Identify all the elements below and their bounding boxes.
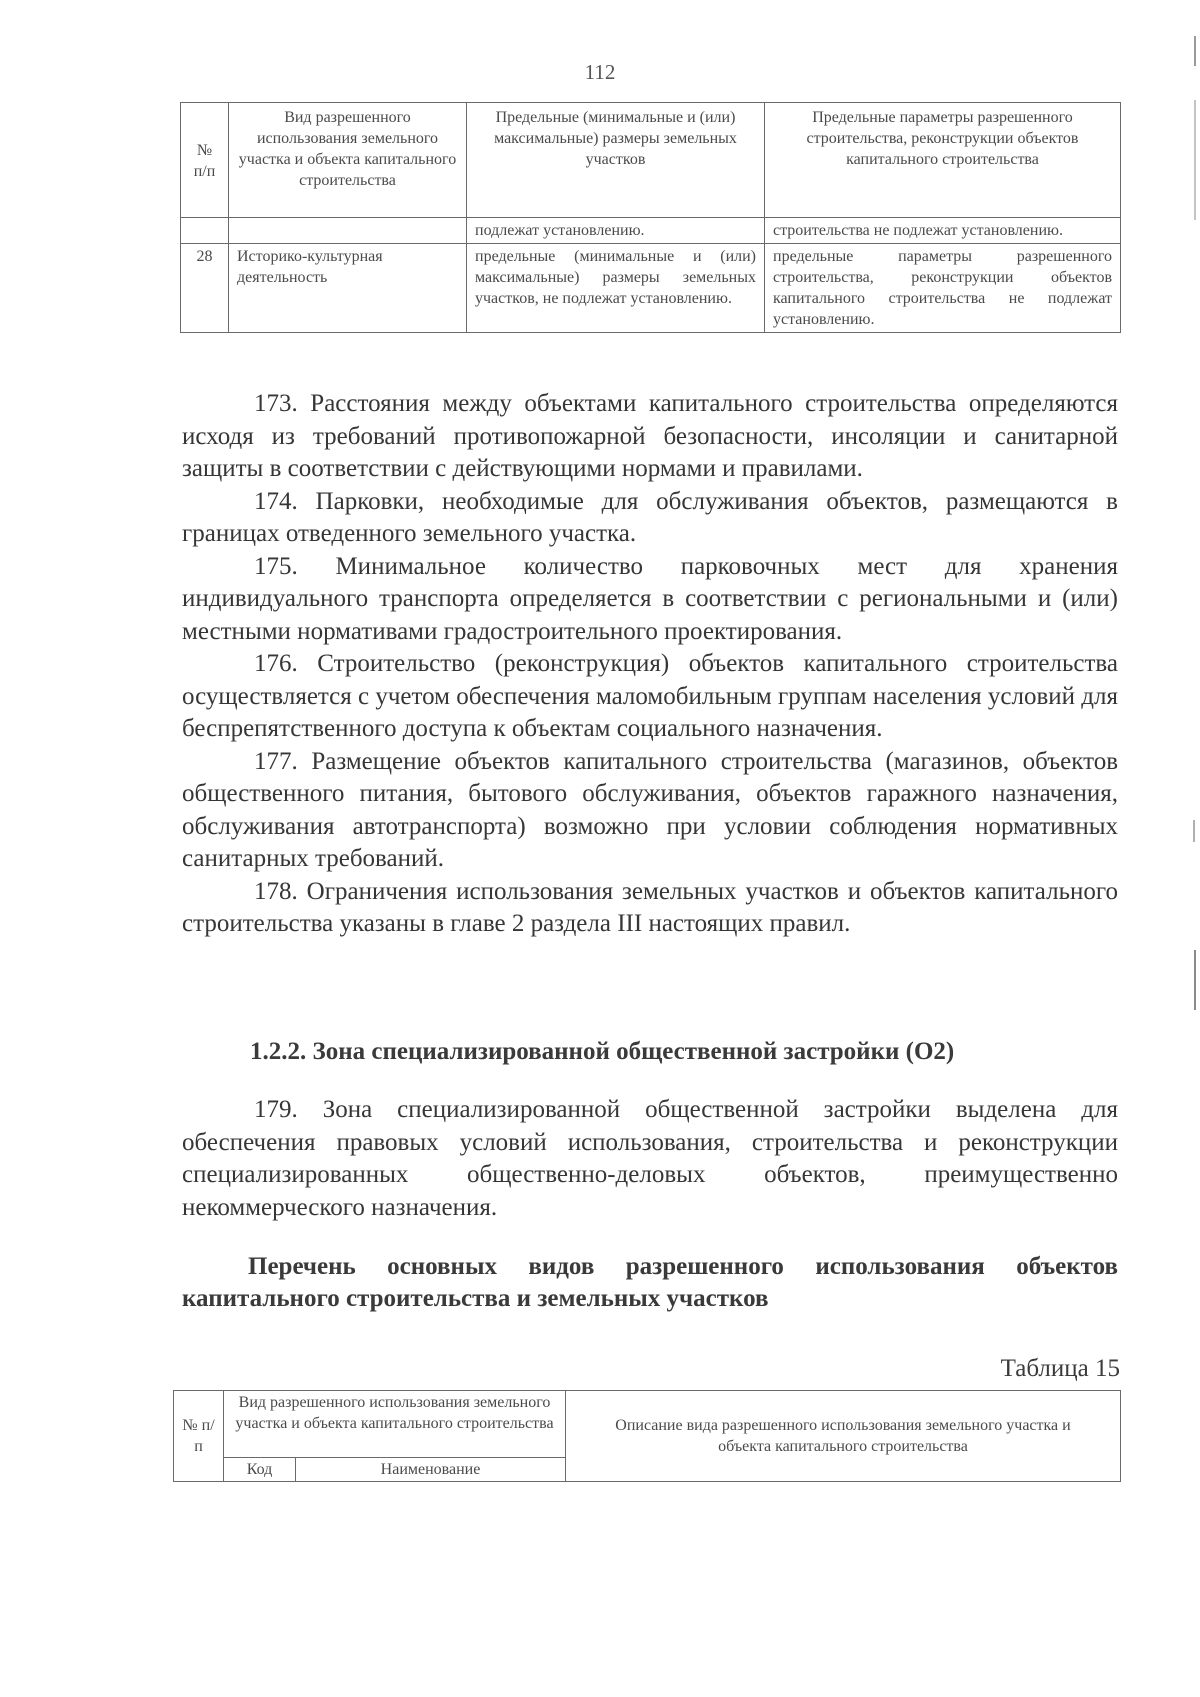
header-type: Вид разрешенного использования земельного участка и объекта капитального строительства — [229, 103, 467, 218]
table15-header-name: Наименование — [296, 1458, 566, 1482]
table-row — [181, 218, 1121, 244]
header-num: № п/п — [181, 103, 229, 218]
body-text-lower — [182, 1094, 1118, 1224]
permitted-use-table-continued — [180, 102, 1121, 333]
list-heading: Перечень основных видов разрешенного использования объектов капитального строительства и земельных участков — [182, 1253, 1118, 1312]
page-number: 112 — [584, 60, 616, 84]
scan-edge-mark — [1194, 950, 1196, 1010]
paragraph-177: 177. Размещение объектов капитального строительства (магазинов, объектов общественного питания, бытового обслуживания, объектов гаражного назначения, обслуживания автотранспорта) возможно при условии соблюдения нормативных санитарных требований. — [182, 747, 1118, 872]
paragraph-174: 174. Парковки, необходимые для обслуживания объектов, размещаются в границах отведенного земельного участка. — [182, 487, 1118, 547]
table-15 — [173, 1390, 1121, 1482]
body-text-upper — [182, 388, 1118, 941]
paragraph-173: 173. Расстояния между объектами капитального строительства определяются исходя из требований противопожарной безопасности, инсоляции и санитарной защиты в соответствии с действующими нормами и правилами. — [182, 390, 1118, 482]
header-params: Предельные параметры разрешенного строительства, реконструкции объектов капитального строительства — [765, 103, 1121, 218]
row-num: 28 — [181, 244, 229, 333]
row-type: Историко-культурная деятельность — [229, 244, 467, 333]
paragraph-179: 179. Зона специализированной общественной застройки выделена для обеспечения правовых условий использования, строительства и реконструкции специализированных общественно-деловых объектов, преимущественно некоммерческого назначения. — [182, 1096, 1118, 1221]
row-type — [229, 218, 467, 244]
table-row — [181, 244, 1121, 333]
header-size: Предельные (минимальные и (или) максимальные) размеры земельных участков — [467, 103, 765, 218]
table15-header-code: Код — [224, 1458, 296, 1482]
row-params: предельные параметры разрешенного строительства, реконструкции объектов капитального строительства не подлежат установлению. — [765, 244, 1121, 333]
scan-edge-mark — [1194, 100, 1196, 220]
row-num — [181, 218, 229, 244]
row-size: подлежат установлению. — [467, 218, 765, 244]
table-header-row — [181, 103, 1121, 218]
paragraph-175: 175. Минимальное количество парковочных мест для хранения индивидуального транспорта определяется в соответствии с региональными и (или) местными нормативами градостроительного проектирования. — [182, 552, 1118, 645]
table-caption: Таблица 15 — [1000, 1355, 1120, 1382]
table15-header-row — [174, 1391, 1121, 1458]
row-params: строительства не подлежат установлению. — [765, 218, 1121, 244]
table15-header-num: № п/п — [174, 1391, 224, 1482]
section-heading: 1.2.2. Зона специализированной общественной застройки (О2) — [250, 1038, 955, 1065]
scan-edge-mark — [1193, 820, 1195, 842]
paragraph-178: 178. Ограничения использования земельных участков и объектов капитального строительства указаны в главе 2 раздела III настоящих правил. — [182, 877, 1118, 937]
paragraph-176: 176. Строительство (реконструкция) объектов капитального строительства осуществляется с учетом обеспечения маломобильным группам населения условий для беспрепятственного доступа к объектам социального назначения. — [182, 650, 1118, 742]
scan-edge-mark — [1194, 36, 1196, 66]
table15-header-description: Описание вида разрешенного использования земельного участка и объекта капитального строительства — [566, 1391, 1121, 1482]
table15-header-type-group: Вид разрешенного использования земельного участка и объекта капитального строительства — [224, 1391, 566, 1458]
row-size: предельные (минимальные и (или) максимальные) размеры земельных участков, не подлежат установлению. — [467, 244, 765, 333]
